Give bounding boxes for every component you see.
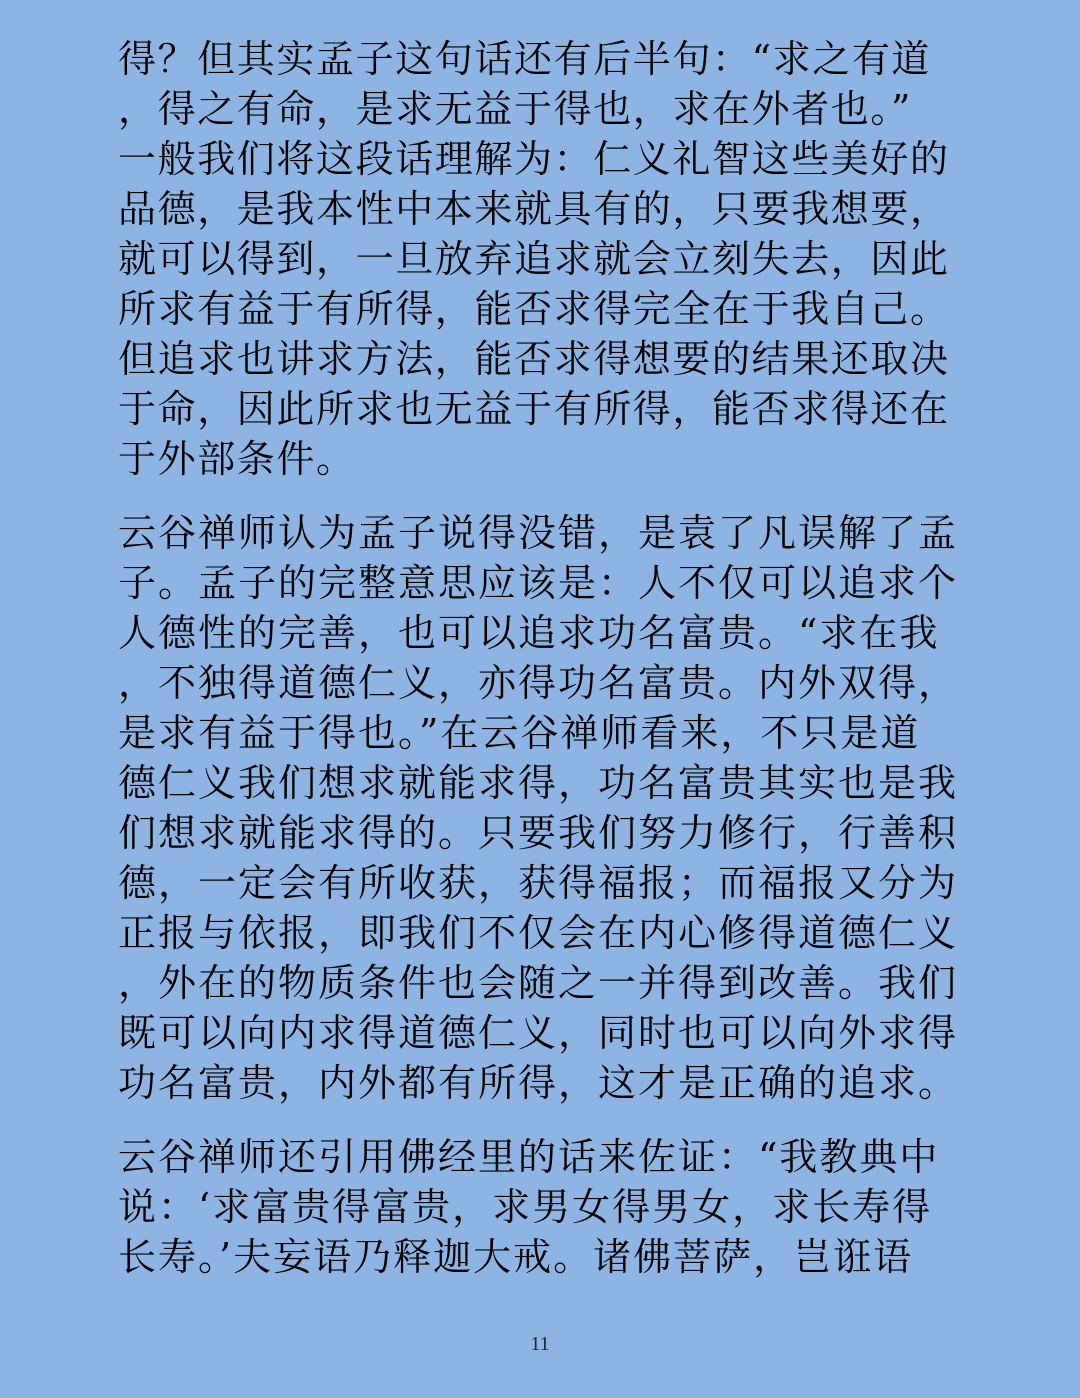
paragraph-2 xyxy=(118,508,958,1108)
text-line: 但追求也讲求方法，能否求得想要的结果还取决 xyxy=(118,337,950,381)
text-line: 于外部条件。 xyxy=(118,437,356,481)
text-line: 云谷禅师还引用佛经里的话来佐证：“我教典中 xyxy=(118,1135,940,1179)
page-number: 11 xyxy=(530,1333,550,1355)
text-line: 人德性的完善，也可以追求功名富贵。“求在我 xyxy=(118,611,940,655)
text-line: 们想求就能求得的。只要我们努力修行，行善积 xyxy=(118,811,959,855)
text-line: 所求有益于有所得，能否求得完全在于我自己。 xyxy=(118,287,950,331)
text-line: ，外在的物质条件也会随之一并得到改善。我们 xyxy=(118,961,959,1005)
text-line: 得？但其实孟子这句话还有后半句：“求之有道 xyxy=(118,37,932,81)
text-line: 就可以得到，一旦放弃追求就会立刻失去，因此 xyxy=(118,237,950,281)
text-line: 说：‘求富贵得富贵，求男女得男女，求长寿得 xyxy=(118,1185,933,1229)
paragraph-3 xyxy=(118,1132,958,1282)
text-line: 德仁义我们想求就能求得，功名富贵其实也是我 xyxy=(118,761,959,805)
text-line: 既可以向内求得道德仁义，同时也可以向外求得 xyxy=(118,1011,959,1055)
text-line: 功名富贵，内外都有所得，这才是正确的追求。 xyxy=(118,1061,959,1105)
text-line: ，得之有命，是求无益于得也，求在外者也。” xyxy=(118,87,913,131)
text-line: ，不独得道德仁义，亦得功名富贵。内外双得， xyxy=(118,661,959,705)
document-page xyxy=(118,34,958,1282)
text-line: 是求有益于得也。”在云谷禅师看来，不只是道 xyxy=(118,711,921,755)
text-line: 于命，因此所求也无益于有所得，能否求得还在 xyxy=(118,387,950,431)
text-line: 品德，是我本性中本来就具有的，只要我想要， xyxy=(118,187,950,231)
text-line: 一般我们将这段话理解为：仁义礼智这些美好的 xyxy=(118,137,950,181)
text-line: 德，一定会有所收获，获得福报；而福报又分为 xyxy=(118,861,959,905)
text-line: 正报与依报，即我们不仅会在内心修得道德仁义 xyxy=(118,911,959,955)
text-line: 长寿。’夫妄语乃释迦大戒。诸佛菩萨，岂诳语 xyxy=(118,1235,914,1279)
text-line: 子。孟子的完整意思应该是：人不仅可以追求个 xyxy=(118,561,959,605)
text-line: 云谷禅师认为孟子说得没错，是袁了凡误解了孟 xyxy=(118,511,959,555)
paragraph-1 xyxy=(118,34,958,484)
